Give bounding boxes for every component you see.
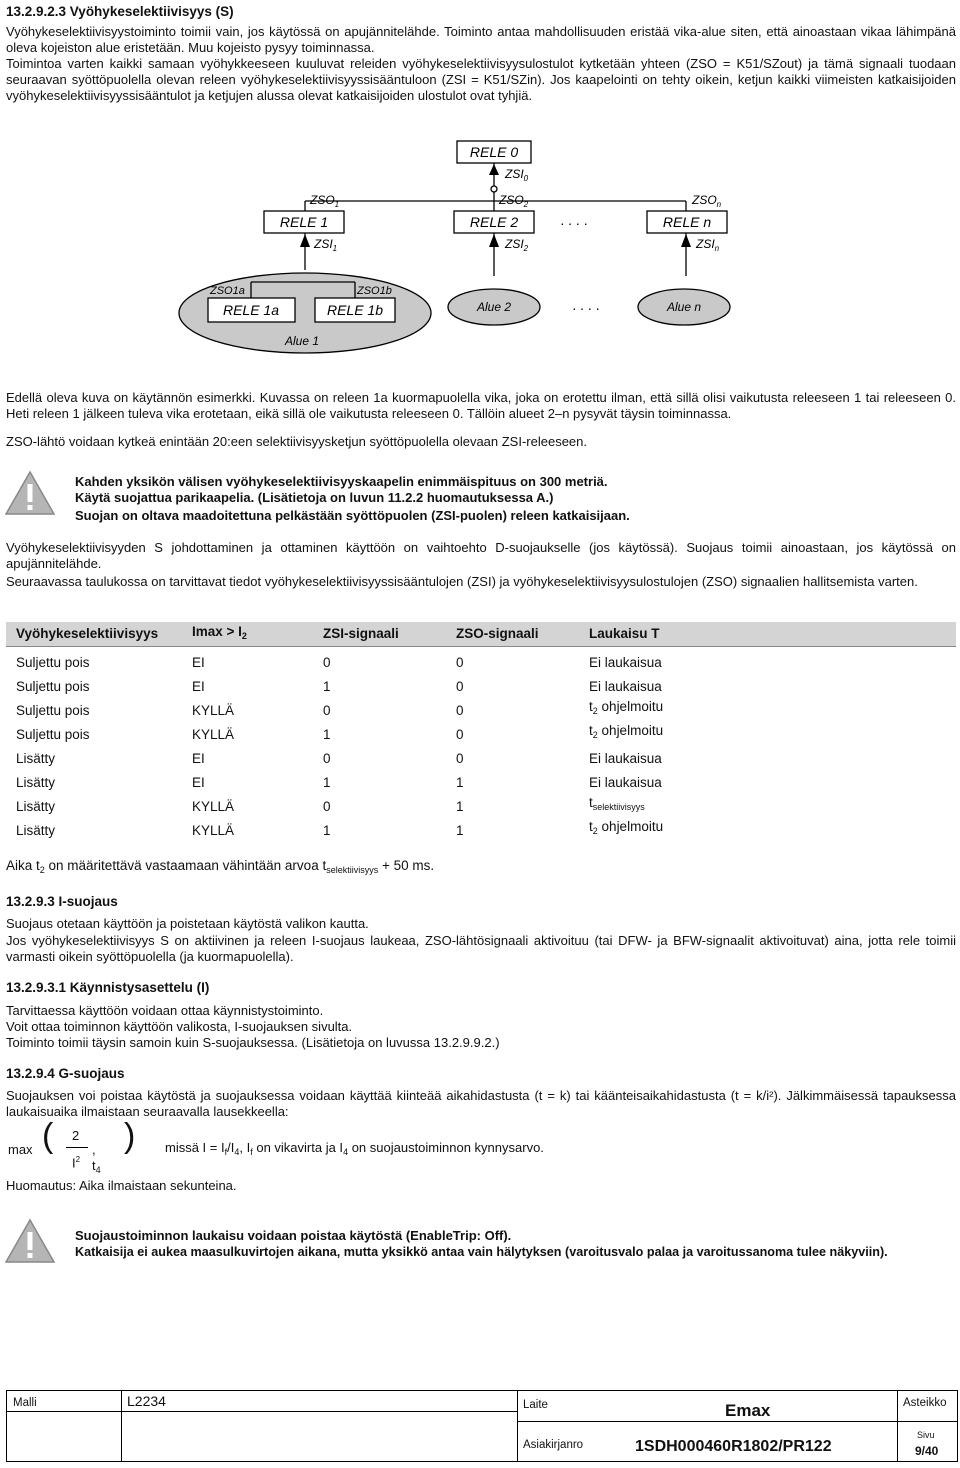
warning1-line2: Käytä suojattua parikaapelia. (Lisätietoja on luvun 11.2.2 huomautuksessa A.) bbox=[75, 490, 554, 505]
alternative-paragraph: Vyöhykeselektiivisyyden S johdottaminen ja ottaminen käyttöön on vaihtoehto D-suojaukselle (jos käytössä). Suojaus toimii ainoastaan, jos käytössä on apujännitelähde. bbox=[6, 540, 956, 571]
i-section-p1: Suojaus otetaan käyttöön ja poistetaan käytöstä valikon kautta. bbox=[6, 916, 369, 931]
i-section-p2: Jos vyöhykeselektiivisyys S on aktiivinen ja releen I-suojaus laukeaa, ZSO-lähtösignaali aktivoituu (tai DFW- ja BFW-signaalit aktivoituvat) aina, jotta rele toimii varmasti oikein syöttöpuolella (ja kuormapuolella). bbox=[6, 933, 956, 964]
table-row: Suljettu pois EI 0 0 Ei laukaisua bbox=[16, 655, 662, 670]
start-line1: Tarvittaessa käyttöön voidaan ottaa käynnistystoiminto. bbox=[6, 1003, 324, 1018]
table-row: Lisätty EI 0 0 Ei laukaisua bbox=[16, 751, 662, 766]
zso-paragraph: Toimintoa varten kaikki samaan vyöhykkeeseen kuuluvat releiden vyöhykeselektiivisyysulostulot kytketään yhteen (ZSO = K51/SZout) ja tämä signaali tuodaan seuraavan syöttöpuolella olevan releen vyöhykeselektiivisyyssisääntuloon (ZSI = K51/SZin). Jos kaapelointi on tehty oikein, ketjun kaikki viimeisten katkaisijoiden vyöhykeselektiivisyyssisääntulot ja ketjujen alussa olevat katkaisijoiden ulostulot ovat tyhjiä. bbox=[6, 56, 956, 103]
table-header-row bbox=[6, 622, 956, 647]
warning-icon bbox=[4, 470, 56, 516]
zsi2-label: $ZSI_2$ bbox=[505, 237, 529, 253]
table-row: Lisätty EI 1 1 Ei laukaisua bbox=[16, 775, 662, 790]
table-header: Vyöhykeselektiivisyys bbox=[6, 622, 182, 647]
start-line2: Voit ottaa toiminnon käyttöön valikosta, I-suojauksen sivulta. bbox=[6, 1019, 353, 1034]
aluen-label: Alue n bbox=[666, 300, 702, 314]
sivu-value: 9/40 bbox=[915, 1444, 939, 1458]
g-section-p1: Suojauksen voi poistaa käytöstä ja suojauksessa voidaan käyttää kiinteää aikahidastusta (t = k) tai käänteisaikahidastusta (t = k/i²). Jälkimmäisessä tapauksessa laukaisuaika ilmaistaan seuraavalla lausekkeella: bbox=[6, 1088, 956, 1119]
zsi0-label: $ZSI_0$ bbox=[505, 167, 529, 183]
warning1-line1: Kahden yksikön välisen vyöhykeselektiivisyyskaapelin enimmäispituus on 300 metriä. bbox=[75, 474, 608, 489]
relen-label: RELE n bbox=[662, 214, 712, 230]
table-header: $Imax > I_2$ bbox=[182, 622, 313, 647]
relay-dots: . . . . bbox=[560, 212, 588, 228]
warning1-line3: Suojan on oltava maadoitettuna pelkästään syöttöpuolen (ZSI-puolen) releen katkaisijaan. bbox=[75, 508, 630, 523]
aika-note: Aika $t_2$ on määritettävä vastaamaan vähintään arvoa $t_{selektiivisyys} + 50$ ms. bbox=[6, 858, 435, 875]
table-header: Laukaisu T bbox=[579, 622, 956, 647]
example-paragraph: Edellä oleva kuva on käytännön esimerkki. Kuvassa on releen 1a kuormapuolella vika, joka on erotettu ilman, että sillä olisi vaikutusta releeseen 1 tai releeseen 0. Heti releen 1 jälkeen tuleva vika erotetaan, eikä sillä ole vaikutusta releeseen 0. Tällöin alueet 2–n pysyvät täysin toiminnassa. bbox=[6, 390, 956, 421]
rele0-label: RELE 0 bbox=[469, 144, 519, 160]
zsi1-label: $ZSI_1$ bbox=[314, 237, 338, 253]
zsin-label: $ZSI_n$ bbox=[696, 237, 720, 253]
laite-label: Laite bbox=[523, 1399, 548, 1411]
document-footer bbox=[6, 1390, 958, 1462]
i-section-heading: 13.2.9.3 I-suojaus bbox=[6, 894, 118, 909]
table-row: Lisätty KYLLÄ 1 1 $t_2$ ohjelmoitu bbox=[16, 819, 664, 838]
table-row: Suljettu pois EI 1 0 Ei laukaisua bbox=[16, 679, 662, 694]
zso1a-label: ZSO1a bbox=[210, 285, 245, 297]
zso1b-label: ZSO1b bbox=[357, 285, 392, 297]
table-header: ZSI-signaali bbox=[313, 622, 446, 647]
intro-paragraph: Vyöhykeselektiivisyystoiminto toimii vain, jos käytössä on apujännitelähde. Toiminto antaa mahdollisuuden eristää vika-alue siten, että ainoastaan vikaa lähimpänä oleva kojeiston alue eristetään. Muu kojeisto pysyy toiminnassa. bbox=[6, 24, 956, 55]
table-intro-paragraph: Seuraavassa taulukossa on tarvittavat tiedot vyöhykeselektiivisyyssisääntulojen (ZSI) ja vyöhykeselektiivisyysulostulojen (ZSO) signaalien hallitsemista varten. bbox=[6, 574, 918, 589]
table-header: ZSO-signaali bbox=[446, 622, 579, 647]
asiakirja-label: Asiakirjanro bbox=[523, 1439, 584, 1451]
table-row: Suljettu pois KYLLÄ 1 0 $t_2$ ohjelmoitu bbox=[16, 723, 664, 742]
formula-explanation: missä $I = I_f/I_4$, $I_f$ on vikavirta ja $I_4$ on suojaustoiminnon kynnysarvo. bbox=[165, 1140, 544, 1157]
alue1-label: Alue 1 bbox=[284, 334, 320, 348]
section-heading: 13.2.9.2.3 Vyöhykeselektiivisyys (S) bbox=[6, 4, 234, 19]
rele1a-label: RELE 1a bbox=[222, 302, 280, 318]
asiakirja-value: 1SDH000460R1802/PR122 bbox=[635, 1438, 832, 1455]
area-dots: . . . . bbox=[572, 297, 600, 313]
g-section-heading: 13.2.9.4 G-suojaus bbox=[6, 1066, 125, 1081]
rele1b-label: RELE 1b bbox=[326, 302, 384, 318]
rele1-label: RELE 1 bbox=[279, 214, 329, 230]
rele2-label: RELE 2 bbox=[469, 214, 519, 230]
zone-selectivity-diagram bbox=[0, 130, 960, 370]
start-line3: Toiminto toimii täysin samoin kuin S-suojauksessa. (Lisätietoja on luvussa 13.2.9.9.2.) bbox=[6, 1035, 500, 1050]
zone-selectivity-table bbox=[6, 622, 956, 839]
warning2-line1: Suojaustoiminnon laukaisu voidaan poistaa käytöstä (EnableTrip: Off). bbox=[75, 1228, 512, 1243]
asteikko-label: Asteikko bbox=[903, 1397, 947, 1409]
sivu-label: Sivu bbox=[917, 1430, 935, 1440]
malli-label: Malli bbox=[13, 1397, 37, 1409]
table-row: Suljettu pois KYLLÄ 0 0 $t_2$ ohjelmoitu bbox=[16, 699, 664, 718]
zso-limit-paragraph: ZSO-lähtö voidaan kytkeä enintään 20:een selektiivisyysketjun syöttöpuolella olevaan ZSI-releeseen. bbox=[6, 434, 588, 449]
warning-icon bbox=[4, 1218, 56, 1264]
zso2-label: $ZSO_2$ bbox=[499, 193, 529, 209]
start-section-heading: 13.2.9.3.1 Käynnistysasettelu (I) bbox=[6, 980, 210, 995]
alue2-label: Alue 2 bbox=[476, 300, 512, 314]
table-row: Lisätty KYLLÄ 0 1 $t_{selektiivisyys}$ bbox=[16, 795, 645, 814]
zson-label: $ZSO_n$ bbox=[692, 193, 722, 209]
laite-value: Emax bbox=[725, 1401, 771, 1420]
zso1-label: $ZSO_1$ bbox=[310, 193, 340, 209]
units-note: Huomautus: Aika ilmaistaan sekunteina. bbox=[6, 1178, 237, 1193]
malli-value: L2234 bbox=[127, 1393, 166, 1409]
warning2-line2: Katkaisija ei aukea maasulkuvirtojen aikana, mutta yksikkö antaa vain hälytyksen (varoitusvalo palaa ja varoitussanoma tulee näkyviin). bbox=[75, 1245, 888, 1259]
